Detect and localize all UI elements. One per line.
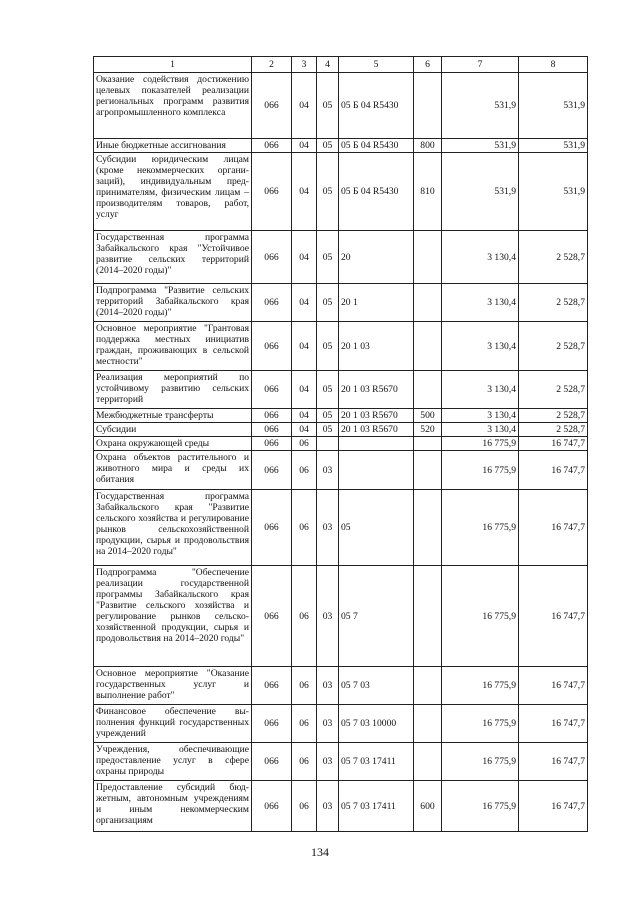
amount-col7-cell: 16 775,9 [442,705,519,743]
expense-type-cell [414,705,442,743]
amount-col8-cell: 2 528,7 [519,322,588,371]
target-article-cell: 05 Б 04 R5430 [339,153,414,231]
gov-code-cell: 066 [252,284,292,322]
subsection-cell: 03 [317,566,339,667]
table-row [94,423,588,437]
row-name-cell: Охрана объектов растительного и животного мира и среды их обитания [94,451,252,490]
gov-code-cell: 066 [252,231,292,284]
row-name-cell: Реализация мероприятий по устойчивому развитию сельских территорий [94,371,252,409]
column-header-1: 1 [94,57,252,73]
section-cell: 06 [292,667,317,705]
target-article-cell: 20 1 03 [339,322,414,371]
amount-col8-cell: 16 747,7 [519,705,588,743]
gov-code-cell: 066 [252,705,292,743]
section-cell: 04 [292,153,317,231]
page-number: 134 [311,845,329,859]
gov-code-cell: 066 [252,423,292,437]
amount-col8-cell: 16 747,7 [519,743,588,781]
expense-type-cell: 810 [414,153,442,231]
gov-code-cell: 066 [252,409,292,423]
table-row [94,371,588,409]
amount-col7-cell: 3 130,4 [442,322,519,371]
section-cell: 04 [292,139,317,153]
target-article-cell: 05 Б 04 R5430 [339,73,414,139]
target-article-cell [339,437,414,451]
row-name-cell: Оказание содействия достижению целевых показателей реализации региональных программ развития агропромышленного комплекса [94,73,252,139]
gov-code-cell: 066 [252,322,292,371]
expense-type-cell: 600 [414,781,442,832]
subsection-cell: 05 [317,371,339,409]
amount-col8-cell: 16 747,7 [519,566,588,667]
amount-col8-cell: 2 528,7 [519,409,588,423]
amount-col7-cell: 16 775,9 [442,451,519,490]
subsection-cell: 03 [317,667,339,705]
expense-type-cell: 800 [414,139,442,153]
row-name-cell: Межбюджетные трансферты [94,409,252,423]
expense-type-cell [414,451,442,490]
table-row [94,73,588,139]
subsection-cell: 05 [317,73,339,139]
column-header-4: 4 [317,57,339,73]
amount-col8-cell: 2 528,7 [519,231,588,284]
row-name-cell: Государственная программа Забайкальского края "Устойчивое развитие сельских территорий (2014–2020 годы)" [94,231,252,284]
column-header-2: 2 [252,57,292,73]
row-name-cell: Охрана окружающей среды [94,437,252,451]
amount-col7-cell: 16 775,9 [442,437,519,451]
table-body [94,73,588,832]
row-name-cell: Подпрограмма "Обеспечение реализации государственной программы Забайкальского края "Развитие сельского хозяйства и регулирование рынков сельскохозяйственной продукции, сырья и продовольствия на 2014–2020 годы" [94,566,252,667]
table-row [94,322,588,371]
section-cell: 06 [292,490,317,566]
amount-col7-cell: 531,9 [442,139,519,153]
row-name-cell: Финансовое обеспечение выполнения функций государственных учреждений [94,705,252,743]
target-article-cell: 05 [339,490,414,566]
gov-code-cell: 066 [252,451,292,490]
section-cell: 04 [292,73,317,139]
expense-type-cell [414,490,442,566]
budget-table [93,56,588,832]
section-cell: 06 [292,781,317,832]
amount-col7-cell: 3 130,4 [442,284,519,322]
gov-code-cell: 066 [252,667,292,705]
column-header-3: 3 [292,57,317,73]
target-article-cell: 05 Б 04 R5430 [339,139,414,153]
gov-code-cell: 066 [252,371,292,409]
amount-col7-cell: 3 130,4 [442,423,519,437]
amount-col7-cell: 3 130,4 [442,409,519,423]
row-name-cell: Предоставление субсидий бюджетным, автономным учреждениям и иным некоммерческим организациям [94,781,252,832]
table-row [94,781,588,832]
target-article-cell: 05 7 03 17411 [339,743,414,781]
subsection-cell: 03 [317,743,339,781]
gov-code-cell: 066 [252,781,292,832]
expense-type-cell: 520 [414,423,442,437]
expense-type-cell: 500 [414,409,442,423]
subsection-cell: 05 [317,284,339,322]
target-article-cell: 20 1 03 R5670 [339,409,414,423]
amount-col8-cell: 16 747,7 [519,437,588,451]
table-row [94,566,588,667]
amount-col8-cell: 531,9 [519,73,588,139]
subsection-cell: 05 [317,423,339,437]
target-article-cell [339,451,414,490]
row-name-cell: Субсидии юридическим лицам (кроме некоммерческих организаций), индивидуальным предпринимателям, физическим лицам – производителям товаров, работ, услуг [94,153,252,231]
target-article-cell: 05 7 [339,566,414,667]
section-cell: 06 [292,437,317,451]
target-article-cell: 05 7 03 [339,667,414,705]
subsection-cell: 03 [317,705,339,743]
target-article-cell: 20 1 03 R5670 [339,371,414,409]
expense-type-cell [414,231,442,284]
gov-code-cell: 066 [252,566,292,667]
subsection-cell: 03 [317,451,339,490]
row-name-cell: Иные бюджетные ассигнования [94,139,252,153]
target-article-cell: 20 [339,231,414,284]
subsection-cell: 05 [317,409,339,423]
subsection-cell: 05 [317,322,339,371]
table-row [94,705,588,743]
section-cell: 06 [292,705,317,743]
column-header-7: 7 [442,57,519,73]
table-row [94,667,588,705]
amount-col8-cell: 16 747,7 [519,667,588,705]
amount-col8-cell: 16 747,7 [519,451,588,490]
amount-col8-cell: 2 528,7 [519,423,588,437]
amount-col7-cell: 531,9 [442,73,519,139]
expense-type-cell [414,284,442,322]
expense-type-cell [414,322,442,371]
row-name-cell: Подпрограмма "Развитие сельских территорий Забайкальского края (2014–2020 годы)" [94,284,252,322]
gov-code-cell: 066 [252,153,292,231]
section-cell: 04 [292,322,317,371]
amount-col7-cell: 16 775,9 [442,490,519,566]
section-cell: 04 [292,423,317,437]
section-cell: 06 [292,566,317,667]
table-row [94,409,588,423]
amount-col8-cell: 2 528,7 [519,284,588,322]
section-cell: 06 [292,743,317,781]
subsection-cell [317,437,339,451]
target-article-cell: 05 7 03 10000 [339,705,414,743]
row-name-cell: Учреждения, обеспечивающие предоставление услуг в сфере охраны природы [94,743,252,781]
table-row [94,490,588,566]
row-name-cell: Государственная программа Забайкальского края "Развитие сельского хозяйства и регулирование рынков сельскохозяйственной продукции, сырья и продовольствия на 2014–2020 годы" [94,490,252,566]
row-name-cell: Основное мероприятие "Грантовая поддержка местных инициатив граждан, проживающих в сельской местности" [94,322,252,371]
header-row [94,57,588,73]
expense-type-cell [414,743,442,781]
row-name-cell: Субсидии [94,423,252,437]
amount-col8-cell: 531,9 [519,153,588,231]
gov-code-cell: 066 [252,743,292,781]
section-cell: 04 [292,284,317,322]
section-cell: 06 [292,451,317,490]
gov-code-cell: 066 [252,139,292,153]
target-article-cell: 20 1 03 R5670 [339,423,414,437]
amount-col7-cell: 16 775,9 [442,667,519,705]
expense-type-cell [414,73,442,139]
section-cell: 04 [292,371,317,409]
table-row [94,451,588,490]
expense-type-cell [414,566,442,667]
gov-code-cell: 066 [252,490,292,566]
column-header-8: 8 [519,57,588,73]
amount-col8-cell: 2 528,7 [519,371,588,409]
column-header-5: 5 [339,57,414,73]
table-row [94,743,588,781]
amount-col7-cell: 16 775,9 [442,743,519,781]
amount-col7-cell: 3 130,4 [442,371,519,409]
subsection-cell: 03 [317,781,339,832]
table-row [94,437,588,451]
subsection-cell: 05 [317,153,339,231]
subsection-cell: 05 [317,231,339,284]
amount-col8-cell: 16 747,7 [519,490,588,566]
amount-col7-cell: 3 130,4 [442,231,519,284]
gov-code-cell: 066 [252,437,292,451]
amount-col8-cell: 16 747,7 [519,781,588,832]
subsection-cell: 03 [317,490,339,566]
amount-col7-cell: 531,9 [442,153,519,231]
table-row [94,231,588,284]
amount-col8-cell: 531,9 [519,139,588,153]
column-header-6: 6 [414,57,442,73]
table-row [94,153,588,231]
row-name-cell: Основное мероприятие "Оказание государственных услуг и выполнение работ" [94,667,252,705]
expense-type-cell [414,667,442,705]
table-row [94,139,588,153]
amount-col7-cell: 16 775,9 [442,566,519,667]
subsection-cell: 05 [317,139,339,153]
expense-type-cell [414,437,442,451]
amount-col7-cell: 16 775,9 [442,781,519,832]
section-cell: 04 [292,231,317,284]
target-article-cell: 20 1 [339,284,414,322]
expense-type-cell [414,371,442,409]
gov-code-cell: 066 [252,73,292,139]
section-cell: 04 [292,409,317,423]
target-article-cell: 05 7 03 17411 [339,781,414,832]
table-row [94,284,588,322]
